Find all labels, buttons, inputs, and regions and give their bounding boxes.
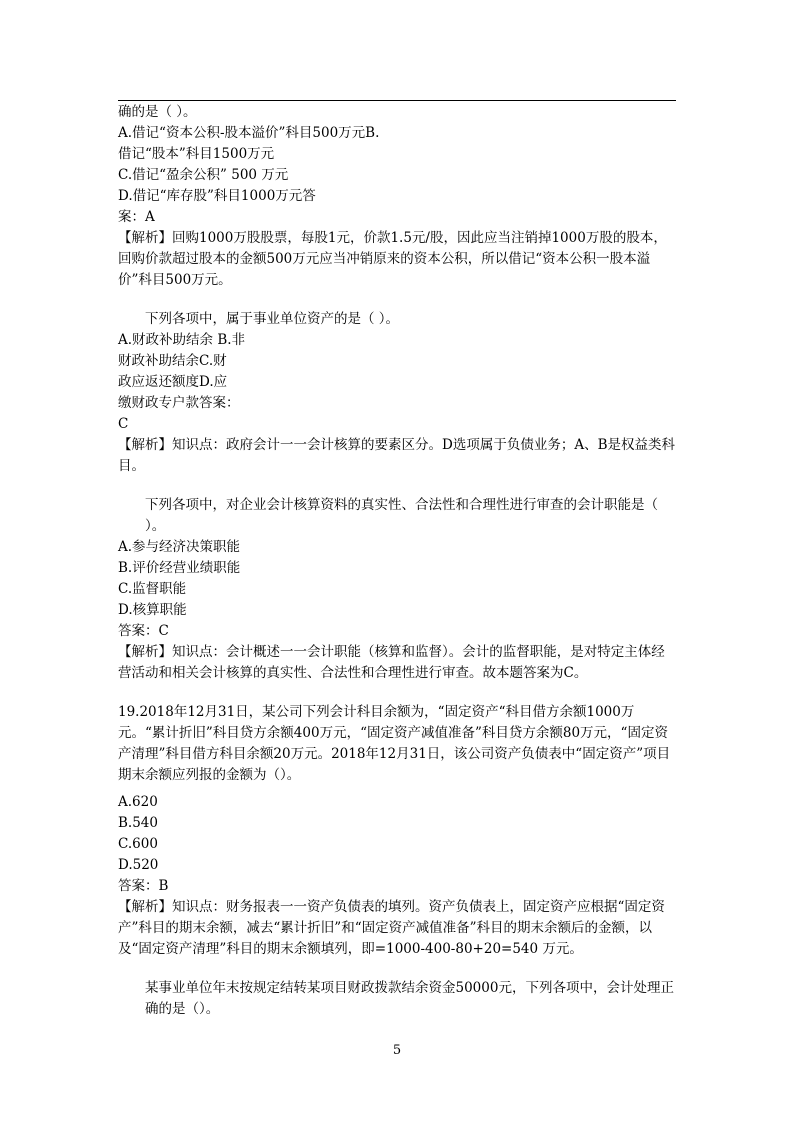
q2-explanation: 【解析】知识点：政府会计一一会计核算的要素区分。D选项属于负债业务；A、B是权益类科目。 xyxy=(118,437,675,474)
page-content xyxy=(118,102,678,1020)
q1-option-a: A.借记“资本公积-股本溢价”科目500万元B. xyxy=(118,125,380,141)
q4-answer: 答案：B xyxy=(118,878,169,894)
q1-option-c: C.借记“盈余公积” 500 万元 xyxy=(118,167,289,183)
q2-line: 政应返还额度D.应 xyxy=(118,374,228,390)
q2-line: A.财政补助结余 B.非 xyxy=(118,332,246,348)
q2-line: 财政补助结余C.财 xyxy=(118,353,227,369)
q1-answer: 案：A xyxy=(118,209,155,225)
q3-answer: 答案：C xyxy=(118,623,169,639)
q3-stem: 下列各项中，对企业会计核算资料的真实性、合法性和合理性进行审查的会计职能是（ ）。 xyxy=(145,497,658,534)
q3-option-a: A.参与经济决策职能 xyxy=(118,539,241,555)
spacer xyxy=(118,684,678,702)
q2-line: 缴财政专户款答案： xyxy=(118,395,240,411)
spacer xyxy=(118,477,678,495)
q2-stem: 下列各项中，属于事业单位资产的是（ ）。 xyxy=(145,311,400,327)
q1-explanation: 【解析】回购1000万股股票，每股1元，价款1.5元/股，因此应当注销掉1000万股的股本，回购价款超过股本的金额500万元应当冲销原来的资本公积，所以借记“资本公积一股本溢价”科目500万元。 xyxy=(118,230,667,288)
q4-option-c: C.600 xyxy=(118,836,158,852)
q3-option-c: C.监督职能 xyxy=(118,581,187,597)
q3-explanation: 【解析】知识点：会计概述一一会计职能（核算和监督）。会计的监督职能，是对特定主体经营活动和相关会计核算的真实性、合法性和合理性进行审查。故本题答案为C。 xyxy=(118,644,665,681)
q3-option-d: D.核算职能 xyxy=(118,602,187,618)
q2-answer: C xyxy=(118,416,129,432)
q1-option-b: 借记“股本”科目1500万元 xyxy=(118,146,275,162)
header-rule xyxy=(118,100,676,101)
q1-option-d: D.借记“库存股”科目1000万元答 xyxy=(118,188,316,204)
q4-option-d: D.520 xyxy=(118,857,159,873)
q1-line: 确的是（ ）。 xyxy=(118,104,197,120)
q5-stem: 某事业单位年末按规定结转某项目财政拨款结余资金50000元，下列各项中，会计处理正确的是（）。 xyxy=(145,980,674,1017)
q4-explanation: 【解析】知识点：财务报表一一资产负债表的填列。资产负债表上，固定资产应根据“固定资产”科目的期末余额，减去“累计折旧”和“固定资产减值准备”科目的期末余额后的金额，以及“固定资产清理”科目的期末余额填列，即=1000-400-80+20=540 万元。 xyxy=(118,899,665,957)
q4-stem: 19.2018年12月31日，某公司下列会计科目余额为，“固定资产“科目借方余额1000万元。“累计折旧”科目贷方余额400万元，“固定资产减值准备”科目贷方余额80万元，“固定资产清理”科目借方科目余额20万元。2018年12月31日，该公司资产负债表中“固定资产”项目期末余额应列报的金额为（）。 xyxy=(118,704,671,783)
q4-option-b: B.540 xyxy=(118,815,158,831)
spacer xyxy=(118,960,678,978)
spacer xyxy=(118,291,678,309)
q4-option-a: A.620 xyxy=(118,794,158,810)
page-number: 5 xyxy=(392,1043,402,1058)
q3-option-b: B.评价经营业绩职能 xyxy=(118,560,241,576)
